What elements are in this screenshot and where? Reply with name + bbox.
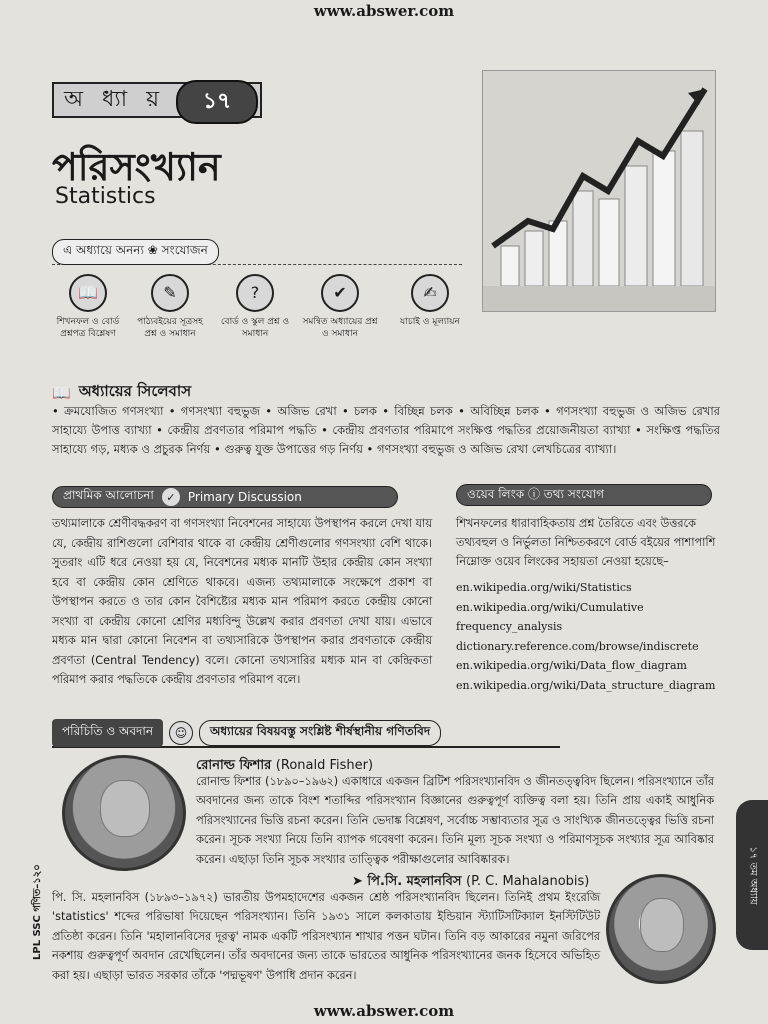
biography-right-label: অধ্যায়ের বিষয়বস্তু সংশ্লিষ্ট শীর্ষস্থানীয় গণিতবিদ (199, 720, 441, 746)
chapter-title-en: Statistics (55, 184, 156, 209)
site-header: www.abswer.com (313, 2, 455, 20)
feature-item: ✍ যাচাই ও মূল্যায়ন (390, 274, 470, 328)
book-code-vertical: LPL SSC গণিত–১২০ (32, 864, 43, 960)
primary-discussion-header (52, 486, 398, 508)
web-link[interactable]: en.wikipedia.org/wiki/Data_flow_diagram (456, 659, 687, 673)
chapter-label: অ ধ্যা য় (64, 86, 166, 112)
site-footer: www.abswer.com (313, 1002, 455, 1020)
primary-discussion-text: তথ্যমালাকে শ্রেণীবদ্ধকরণ বা গণসংখ্যা নিবেশনের সাহায্যে উপস্থাপন করলে দেখা যায় যে, কেন্দ্রীয় রাশিগুলো বেশিবার থাকে বা কেন্দ্রীয় শ্রেণীগুলোর গণসংখ্যা বেশি থাকে। সুতরাং এটি ধরে নেওয়া হয় যে, নিবেশনের মধ্যক মানটি উহার কেন্দ্রীয় কোন সংখ্যা হবে বা কেন্দ্রীয় কোন শ্রেণিতে থাকবে। এজন্য তথ্যমালাকে সংক্ষেপে প্রকাশ বা উপস্থাপন করতে ও তার কোন বৈশিষ্ট্যের মধ্যক মান পরিমাপ করতে কেন্দ্রীয় কোনো সংখ্যা বা কেন্দ্রীয় কোনো শ্রেণির মধ্যবিন্দু উল্লেখ করার প্রবণতা দেখা যায়। এভাবে মধ্যক মান দ্বারা কোনো নিবেশন বা তথ্যসারিকে উপস্থাপন করার প্রবণতাকে কেন্দ্রীয় প্রবণতা (Central Tendency) বলে। কোনো তথ্যসারির মধ্যক মান বা কেন্দ্রিকতা পরিমাপ করার পদ্ধতিকে কেন্দ্রীয় প্রবণতার পরিমাপ বলে। (52, 517, 432, 686)
web-link-label: ওয়েব লিংক ⓘ তথ্য সংযোগ (467, 486, 605, 501)
biography-header (52, 720, 560, 748)
features-heading-bar (52, 240, 462, 265)
syllabus-text: • ক্রমযোজিত গণসংখ্যা • গণসংখ্যা বহুভুজ • অজিভ রেখা • চলক • বিচ্ছিন্ন চলক • অবিচ্ছিন্ন চলক • গণসংখ্যা বহুভুজ ও অজিভ রেখার সাহায্যে উপাত্ত ব্যাখ্যা • কেন্দ্রীয় প্রবণতার পরিমাপ পদ্ধতি • কেন্দ্রীয় প্রবণতার পরিমাপে সংক্ষিপ্ত পদ্ধতির প্রয়োজনীয়তা ব্যাখ্যা • সংক্ষিপ্ত পদ্ধতির সাহায্যে গড়, মধ্যক ও প্রচুরক নির্ণয় • গুরুত্ব যুক্ত উপাত্তের গড় নির্ণয় • গণসংখ্যা বহুভুজ ও অজিভ রেখা লেখচিত্রের ব্যাখ্যা। (52, 404, 720, 456)
features-heading: এ অধ্যায়ে অনন্য ❀ সংযোজন (52, 239, 219, 265)
syllabus-heading: 📖 অধ্যায়ের সিলেবাস (52, 382, 192, 402)
chapter-number: ১৭ (176, 80, 258, 124)
primary-label-en: Primary Discussion (187, 490, 302, 504)
feature-item: ✔ সমন্বিত অধ্যায়ের প্রশ্ন ও সমাধান (300, 274, 380, 340)
web-link[interactable]: en.wikipedia.org/wiki/Data_structure_diagram (456, 678, 716, 692)
feature-item: ? বোর্ড ও স্কুল প্রশ্ন ও সমাধান (215, 274, 295, 340)
web-link[interactable]: en.wikipedia.org/wiki/Statistics (456, 581, 632, 594)
mahalanobis-portrait (606, 874, 716, 984)
person2-bio: পি. সি. মহলানবিস (১৮৯৩–১৯৭২) ভারতীয় উপমহাদেশের একজন শ্রেষ্ঠ পরিসংখ্যানবিদ ছিলেন। তিনিই প্রথম ইংরেজি 'statistics' শব্দের পরিভাষা দিয়েছেন পরিসংখ্যান। তিনি ১৯৩১ সালে কলকাতায় ইন্ডিয়ান স্ট্যাটিসটিক্যাল ইনস্টিটিউট প্রতিষ্ঠা করেন। তিনি 'মহালানবিসের দূরত্ব' নামক একটি পরিসংখ্যান শাখার পত্তন ঘটান। তিনি বড় আকারের নমুনা জরিপের নকশায় গুরুত্বপূর্ণ অবদান রেখেছিলেন। তাঁর অবদানের জন্য তাকে ভারতের আধুনিক পরিসংখ্যানের জনক হিসেবে অভিহিত করা হয়। এছাড়া ভারত সরকার তাঁকে 'পদ্মভূষণ' উপাধি প্রদান করেন। (52, 891, 600, 982)
open-book-icon: 📖 (52, 383, 71, 402)
person1-name: রোনাল্ড ফিশার (Ronald Fisher) (196, 758, 374, 773)
person1-bio: রোনাল্ড ফিশার (১৮৯০–১৯৬২) একাধারে একজন ব্রিটিশ পরিসংখ্যানবিদ ও জীনতত্ত্ববিদ ছিলেন। পরিসংখ্যানে তাঁর অবদানের জন্য তাকে বিংশ শতাব্দির পরিসংখ্যান বিজ্ঞানের গুরুত্বপূর্ণ ব্যক্তিত্ব বলা হয়। তিনি প্রায় একাই আধুনিক পরিসংখ্যানের ভিত্তি রচনা করেন। তিনি ভেদাঙ্ক বিশ্লেষণ, সর্বোচ্চ সম্ভাব্যতার সূত্র ও সাংখ্যিক জীনতত্ত্বের ভিত্তি রচনা করেন। সূচক সংখ্যা নিয়ে তিনি ব্যাপক গবেষণা করেন। তিনি মূল্য সূচক সংখ্যা ও পরিমাণসূচক সংখ্যার সূত্র আবিষ্কার করেন। এছাড়া তিনি সূচক সংখ্যার তাত্ত্বিক পরীক্ষাগুলোর আবিষ্কারক। (196, 775, 714, 866)
growth-chart-illustration (482, 70, 716, 312)
web-link[interactable]: frequency_analysis (456, 620, 563, 634)
pen-paper-icon: ✍ (411, 274, 449, 312)
biography-left-label: পরিচিতি ও অবদান (52, 719, 163, 747)
scientist-icon: ☺ (169, 721, 193, 745)
question-icon: ? (236, 274, 274, 312)
chapter-side-tab: ১৭ তম অধ্যায় (736, 800, 768, 950)
web-link[interactable]: dictionary.reference.com/browse/indiscrete (456, 639, 699, 653)
check-icon: ✓ (162, 488, 180, 506)
feature-item: 📖 শিখনফল ও বোর্ড প্রশ্নপত্র বিশ্লেষণ (48, 274, 128, 340)
web-links-list (456, 578, 718, 696)
feature-item: ✎ পাঠ্যবইয়ের সূত্রসহ প্রশ্ন ও সমাধান (130, 274, 210, 340)
book-icon: 📖 (69, 274, 107, 312)
person2-name: ➤ পি.সি. মহলানবিস (P. C. Mahalanobis) (352, 874, 590, 889)
web-link[interactable]: en.wikipedia.org/wiki/Cumulative (456, 600, 644, 614)
ronald-fisher-portrait (62, 755, 186, 871)
web-link-intro: শিখনফলের ধারাবাহিকতায় প্রশ্ন তৈরিতে এবং উত্তরকে তথ্যবহুল ও নির্ভুলতা নিশ্চিতকরণে বোর্ড বইয়ের পাশাপাশি নিম্নোক্ত ওয়েব লিংকের সহায়তা নেওয়া হয়েছে– (456, 517, 716, 568)
arrow-icon: ➤ (352, 874, 368, 889)
check-icon: ✔ (321, 274, 359, 312)
pencil-book-icon: ✎ (151, 274, 189, 312)
chapter-title-bn: পরিসংখ্যান (52, 145, 221, 189)
primary-label-bn: প্রাথমিক আলোচনা (63, 488, 154, 502)
web-link-header (456, 484, 712, 506)
